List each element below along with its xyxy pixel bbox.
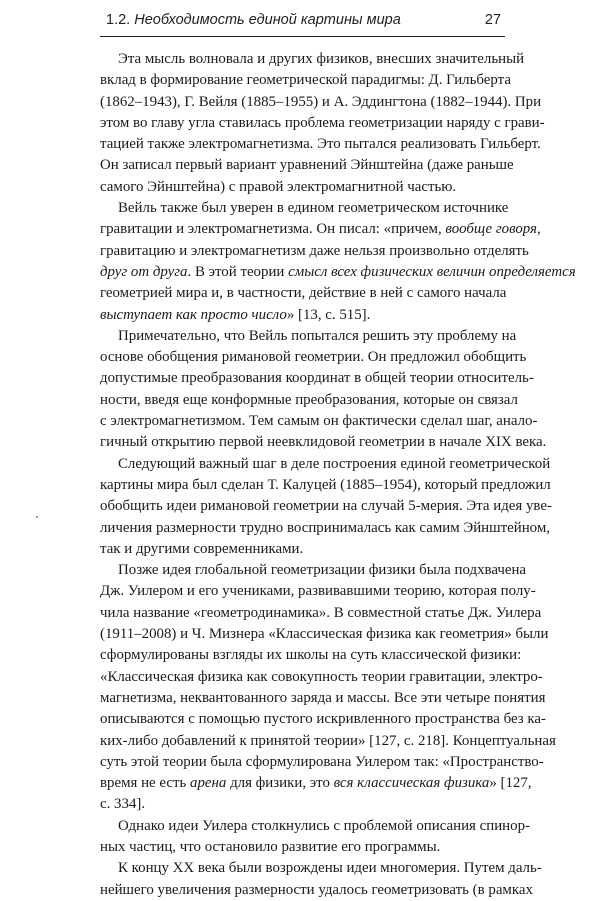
text-line: личения размерности трудно воспринималась как самим Эйнштейном, <box>100 519 550 536</box>
text-line: самого Эйнштейна) с правой электромагнитной частью. <box>100 178 457 195</box>
running-header <box>100 8 505 37</box>
section-title: Необходимость единой картины мира <box>134 12 401 28</box>
text-line: ких-либо добавлений к принятой теории» [127, с. 218]. Концептуальная <box>100 732 556 749</box>
italic-run: вся классическая физика <box>333 775 490 792</box>
text-line: так и другими современниками. <box>100 540 304 557</box>
section-number: 1.2. <box>106 12 131 28</box>
text-line: ности, введя еще конформные преобразования, которые он связал <box>100 391 518 408</box>
text-line: допустимые преобразования координат в общей теории относитель- <box>100 370 534 387</box>
text-line: нейшего увеличения размерности удалось геометризовать (в рамках <box>100 881 533 898</box>
text-line: (1862–1943), Г. Вейля (1885–1955) и А. Эддингтона (1882–1944). При <box>100 93 542 110</box>
text-line: Примечательно, что Вейль попытался решить эту проблему на <box>118 327 517 344</box>
text-run: для физики, это <box>226 775 334 792</box>
text-line: с электромагнетизмом. Тем самым он фактически сделал шаг, анало- <box>100 413 538 430</box>
text-line <box>100 305 505 326</box>
text-line: «Классическая физика как совокупность теории гравитации, электро- <box>100 668 543 685</box>
text-line: тацией также электромагнетизма. Это пытался реализовать Гильберт. <box>100 136 541 153</box>
text-line: геометрией мира и, в частности, действие в ней с самого начала <box>100 285 507 302</box>
text-run: время не есть <box>100 775 190 792</box>
italic-run: смысл всех физических величин определяется <box>288 263 576 280</box>
body-text <box>100 49 576 901</box>
text-line: сформулированы взгляды их школы на суть классической физики: <box>100 647 522 664</box>
italic-run: друг от друга <box>100 263 188 280</box>
page-number: 27 <box>484 12 501 28</box>
text-line: Позже идея глобальной геометризации физики была подхвачена <box>118 562 527 579</box>
text-run: » [13, с. 515]. <box>286 306 371 323</box>
text-run: . В этой теории <box>187 263 289 280</box>
section-heading <box>106 12 401 28</box>
text-line: Следующий важный шаг в деле построения единой геометрической <box>118 455 551 472</box>
text-line: гичный открытию первой неевклидовой геометрии в начале XIX века. <box>100 434 547 451</box>
italic-run: выступает как просто число <box>100 306 287 323</box>
text-line <box>100 262 576 283</box>
text-line: ных частиц, что остановило развитие его программы. <box>100 838 441 855</box>
text-line: вклад в формирование геометрической парадигмы: Д. Гильберта <box>100 72 511 89</box>
text-run: » [127, <box>489 775 532 792</box>
text-line: обобщить идеи римановой геометрии на случай 5-мерия. Эта идея уве- <box>100 498 552 515</box>
text-line: Однако идеи Уилера столкнулись с проблемой описания спинор- <box>118 817 530 834</box>
text-line: магнетизма, неквантованного заряда и массы. Все эти четыре понятия <box>100 689 546 706</box>
text-line: с. 334]. <box>100 796 146 813</box>
text-line: Вейль также был уверен в едином геометрическом источнике <box>118 200 509 217</box>
text-line: чила название «геометродинамика». В совместной статье Дж. Уилера <box>100 604 542 621</box>
text-line: Дж. Уилером и его учениками, развивавшими теорию, которая полу- <box>100 583 536 600</box>
text-line <box>100 219 541 240</box>
text-line: Он записал первый вариант уравнений Эйнштейна (даже раньше <box>100 157 514 174</box>
text-line: картины мира был сделан Т. Калуцей (1885–1954), который предложил <box>100 476 551 493</box>
text-line: К концу XX века были возрождены идеи многомерия. Путем даль- <box>118 860 542 877</box>
text-line: этом во главу угла ставилась проблема геометризации наряду с грави- <box>100 114 545 131</box>
text-line: суть этой теории была сформулирована Уилером так: «Пространство- <box>100 753 544 770</box>
text-line: основе обобщения римановой геометрии. Он предложил обобщить <box>100 349 527 366</box>
text-line: (1911–2008) и Ч. Мизнера «Классическая физика как геометрия» были <box>100 626 549 643</box>
text-line: гравитацию и электромагнетизм даже нельзя произвольно отделять <box>100 242 529 259</box>
italic-run: арена <box>190 775 227 792</box>
text-line: описываются с помощью пустого искривленного пространства без ка- <box>100 711 546 728</box>
text-run: гравитации и электромагнетизма. Он писал: «причем, <box>100 221 446 238</box>
margin-speck <box>36 516 38 518</box>
italic-run: вообще говоря, <box>445 221 541 238</box>
text-line <box>100 773 532 794</box>
text-line: Эта мысль волновала и других физиков, внесших значительный <box>118 51 525 67</box>
